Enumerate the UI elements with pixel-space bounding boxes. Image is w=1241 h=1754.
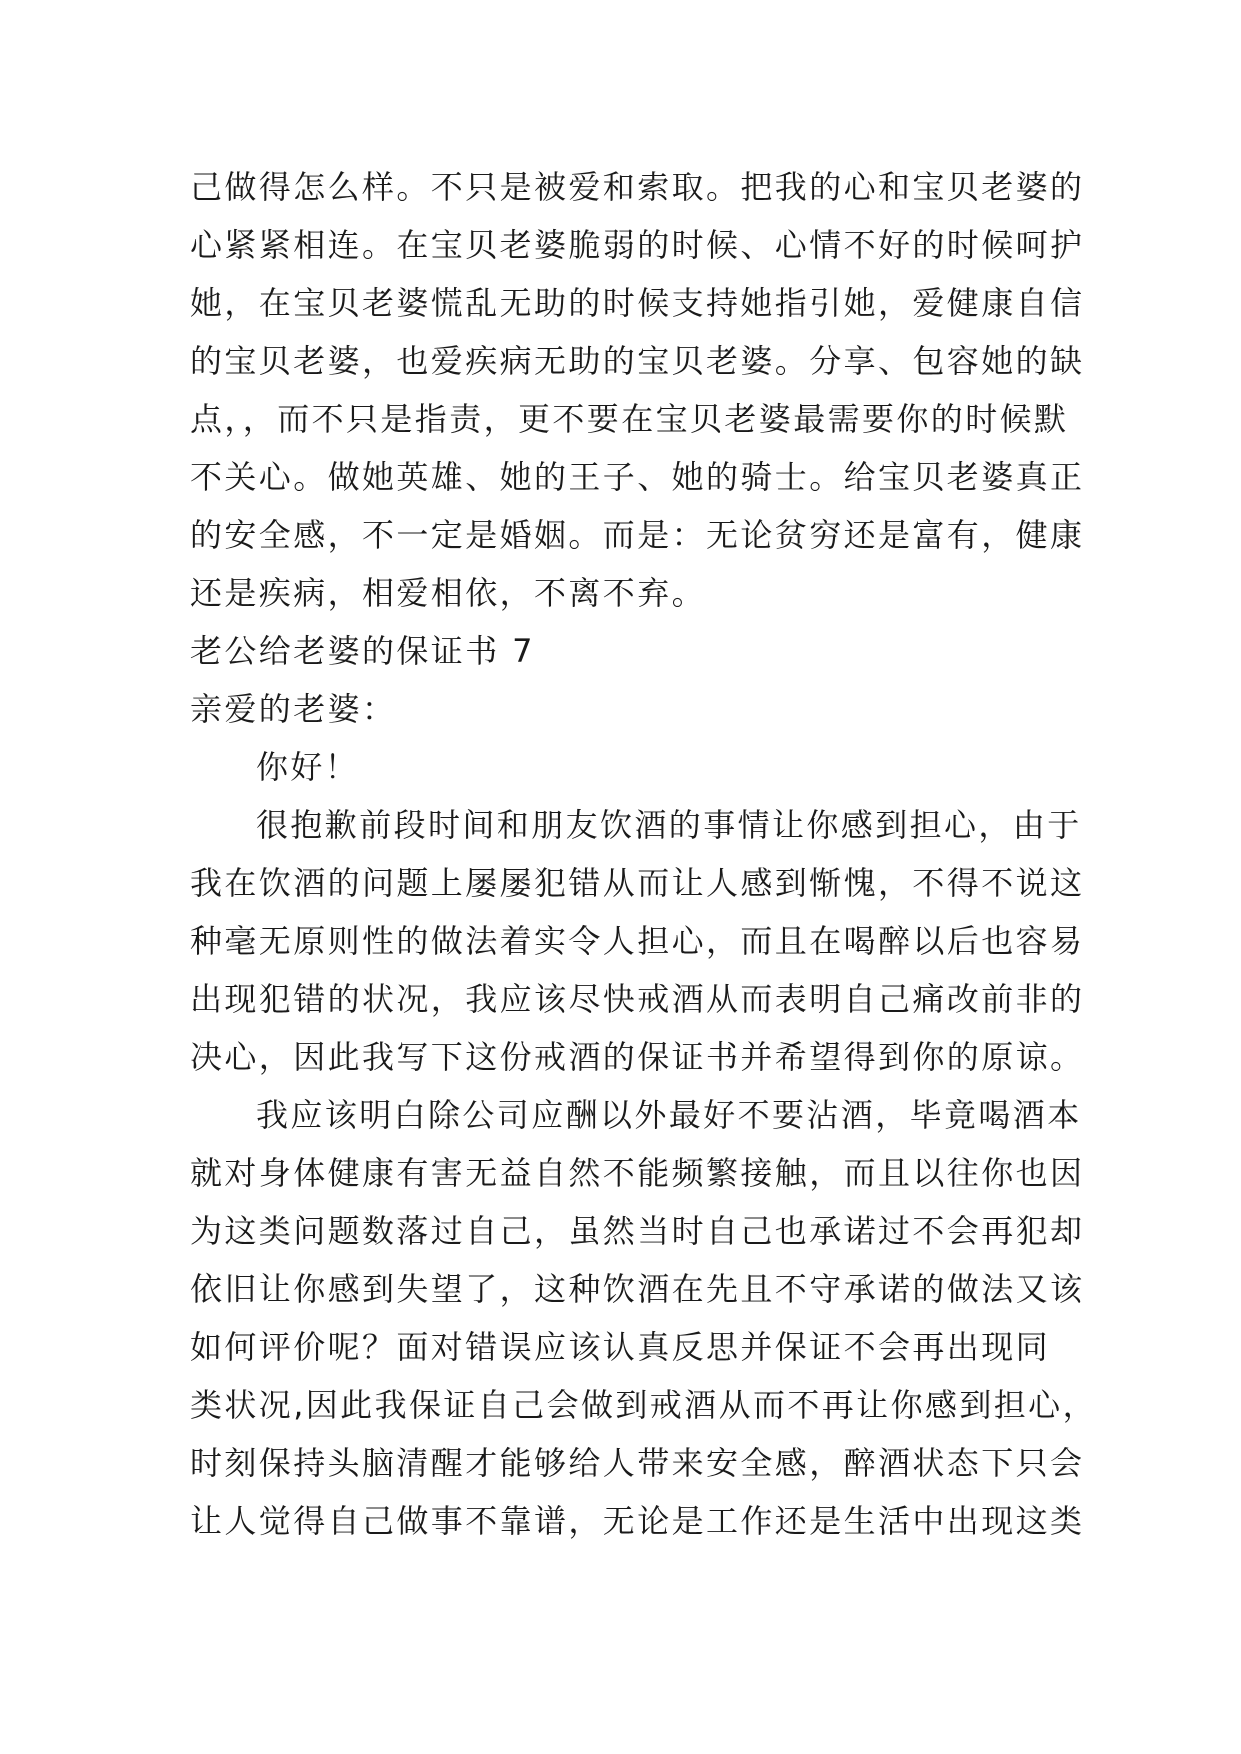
text-line: 我应该明白除公司应酬以外最好不要沾酒，毕竟喝酒本 — [256, 1096, 1082, 1134]
text-line: 她，在宝贝老婆慌乱无助的时候支持她指引她，爱健康自信 — [190, 284, 1085, 322]
text-line: 很抱歉前段时间和朋友饮酒的事情让你感到担心，由于 — [256, 806, 1082, 844]
salutation: 亲爱的老婆： — [190, 690, 397, 728]
section-heading: 老公给老婆的保证书 7 — [190, 632, 535, 670]
document-body — [190, 158, 1097, 1550]
text-line: 的安全感，不一定是婚姻。而是：无论贫穷还是富有，健康 — [190, 516, 1085, 554]
text-line: 我在饮酒的问题上屡屡犯错从而让人感到惭愧，不得不说这 — [190, 864, 1085, 902]
text-line: 种毫无原则性的做法着实令人担心，而且在喝醉以后也容易 — [190, 922, 1085, 960]
text-line: 类状况,因此我保证自己会做到戒酒从而不再让你感到担心， — [190, 1386, 1097, 1424]
text-line: 就对身体健康有害无益自然不能频繁接触，而且以往你也因 — [190, 1154, 1085, 1192]
text-line: 依旧让你感到失望了，这种饮酒在先且不守承诺的做法又该 — [190, 1270, 1085, 1308]
text-line: 让人觉得自己做事不靠谱，无论是工作还是生活中出现这类 — [190, 1502, 1085, 1540]
text-line: 出现犯错的状况，我应该尽快戒酒从而表明自己痛改前非的 — [190, 980, 1085, 1018]
text-line: 己做得怎么样。不只是被爱和索取。把我的心和宝贝老婆的 — [190, 168, 1085, 206]
text-line: 的宝贝老婆，也爱疾病无助的宝贝老婆。分享、包容她的缺 — [190, 342, 1085, 380]
text-line: 为这类问题数落过自己，虽然当时自己也承诺过不会再犯却 — [190, 1212, 1085, 1250]
text-line: 决心，因此我写下这份戒酒的保证书并希望得到你的原谅。 — [190, 1038, 1085, 1076]
text-line: 如何评价呢？面对错误应该认真反思并保证不会再出现同 — [190, 1328, 1051, 1366]
text-line: 心紧紧相连。在宝贝老婆脆弱的时候、心情不好的时候呵护 — [190, 226, 1085, 264]
text-line: 时刻保持头脑清醒才能够给人带来安全感，醉酒状态下只会 — [190, 1444, 1085, 1482]
greeting: 你好！ — [256, 748, 360, 786]
text-line: 不关心。做她英雄、她的王子、她的骑士。给宝贝老婆真正 — [190, 458, 1085, 496]
text-line: 还是疾病，相爱相依，不离不弃。 — [190, 574, 707, 612]
text-line: 点，，而不只是指责，更不要在宝贝老婆最需要你的时候默 — [190, 400, 1069, 438]
